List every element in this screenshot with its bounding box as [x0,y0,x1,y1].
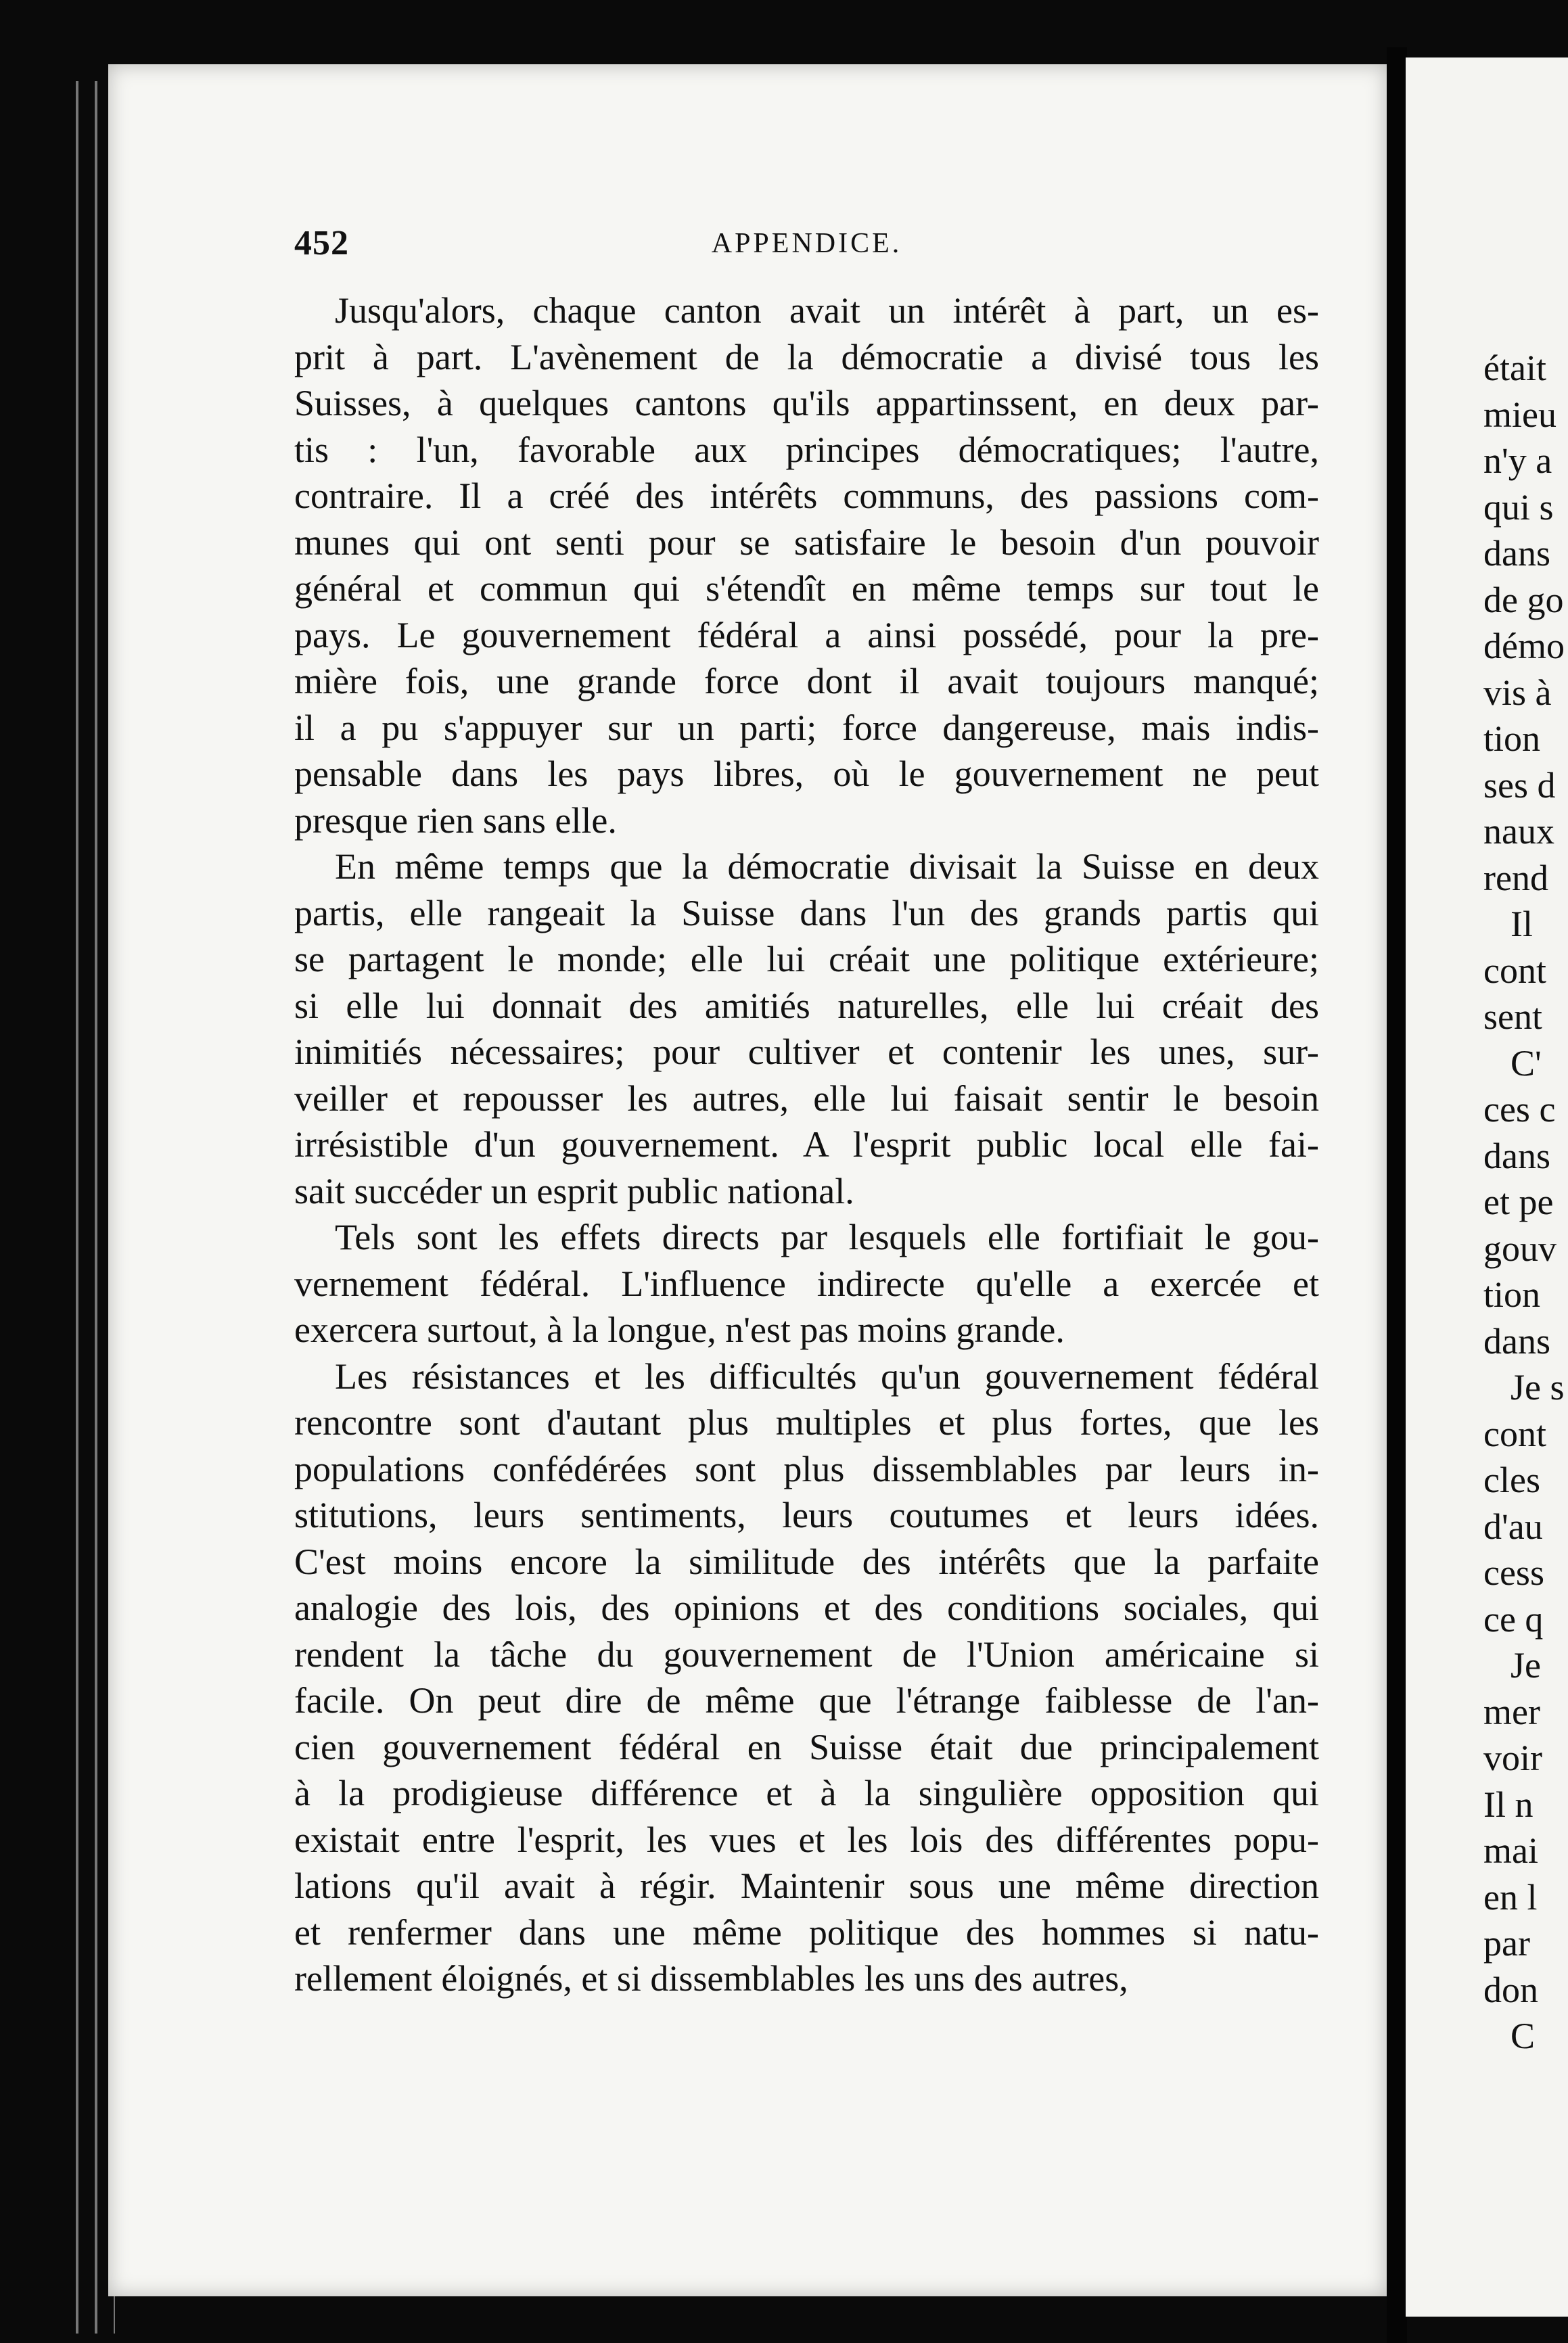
next-page-line-fragment: d'au [1483,1506,1543,1547]
next-page-line-fragment: en l [1483,1876,1538,1918]
text-line: inimitiés nécessaires; pour cultiver et contenir les unes, sur- [294,1031,1319,1072]
paragraph [294,1353,1319,2002]
text-line: et renfermer dans une même politique des hommes si natu- [294,1911,1319,1953]
text-line: facile. On peut dire de même que l'étrange faiblesse de l'an- [294,1680,1319,1721]
text-line: lations qu'il avait à régir. Maintenir sous une même direction [294,1865,1319,1906]
text-line: existait entre l'esprit, les vues et les lois des différentes popu- [294,1819,1319,1860]
next-page-line-fragment: cess [1483,1552,1544,1593]
text-line: populations confédérées sont plus dissemblables par leurs in- [294,1448,1319,1489]
next-page-line-fragment: tion [1483,1274,1541,1315]
text-line: pays. Le gouvernement fédéral a ainsi possédé, pour la pre- [294,614,1319,655]
next-page-line-fragment: cles [1483,1460,1540,1500]
text-line: Les résistances et les difficultés qu'un gouvernement fédéral [335,1355,1319,1397]
text-line: rencontre sont d'autant plus multiples et plus fortes, que les [294,1402,1319,1443]
next-page-line-fragment: mieu [1483,394,1557,435]
paragraph [294,287,1319,843]
next-page-line-fragment: rend [1483,857,1548,898]
next-page-line-fragment: voir [1483,1738,1542,1778]
next-page-line-fragment: qui s [1483,486,1554,528]
next-page-line-fragment: Il n [1483,1784,1534,1825]
right-page [1406,57,1568,2317]
text-line: si elle lui donnait des amitiés naturelles, elle lui créait des [294,985,1319,1026]
next-page-line-fragment: et pe [1483,1182,1554,1222]
next-page-line-fragment: Je s [1511,1367,1565,1408]
next-page-line-fragment: naux [1483,811,1554,852]
text-line: prit à part. L'avènement de la démocratie a divisé tous les [294,336,1319,377]
next-page-line-fragment: cont [1483,1413,1546,1454]
text-line: Jusqu'alors, chaque canton avait un intérêt à part, un es- [335,290,1319,331]
text-line: stitutions, leurs sentiments, leurs coutumes et leurs idées. [294,1495,1319,1535]
paragraph [294,1214,1319,1353]
next-page-line-fragment: mer [1483,1691,1540,1732]
page-gutter [1387,47,1407,2343]
next-page-line-fragment: vis à [1483,672,1552,713]
next-page-line-fragment: gouv [1483,1228,1557,1269]
next-page-line-fragment: dans [1483,1135,1550,1176]
page-number: 452 [294,224,349,262]
body-text [294,287,1319,2002]
next-page-line-fragment: était [1483,348,1546,388]
next-page-line-fragment: don [1483,1969,1538,2010]
text-line: général et commun qui s'étendît en même temps sur tout le [294,568,1319,609]
next-page-line-fragment: ces c [1483,1089,1556,1130]
text-line: veiller et repousser les autres, elle lui faisait sentir le besoin [294,1077,1319,1119]
next-page-line-fragment: dans [1483,533,1550,574]
next-page-line-fragment: ce q [1483,1598,1544,1640]
text-line: Tels sont les effets directs par lesquels elle fortifiait le gou- [335,1217,1319,1257]
text-line: vernement fédéral. L'influence indirecte qu'elle a exercée et [294,1263,1319,1304]
text-line: il a pu s'appuyer sur un parti; force dangereuse, mais indis- [294,707,1319,748]
running-head [294,223,1319,271]
next-page-line-fragment: C' [1511,1042,1542,1084]
next-page-line-fragment: Je [1511,1645,1541,1686]
next-page-line-fragment: cont [1483,950,1546,991]
next-page-line-fragment: C [1511,2016,1536,2056]
next-page-line-fragment: Il [1511,904,1533,944]
text-line: munes qui ont senti pour se satisfaire le besoin d'un pouvoir [294,521,1319,563]
next-page-text [1483,345,1568,2060]
text-line: mière fois, une grande force dont il avait toujours manqué; [294,661,1319,701]
next-page-line-fragment: de go [1483,579,1564,620]
next-page-line-fragment: dans [1483,1320,1550,1362]
text-line: exercera surtout, à la longue, n'est pas moins grande. [294,1309,1065,1350]
running-head-title: APPENDICE. [711,228,902,259]
text-line: Suisses, à quelques cantons qu'ils appartinssent, en deux par- [294,383,1319,423]
next-page-line-fragment: par [1483,1923,1530,1964]
text-line: sait succéder un esprit public national. [294,1170,854,1211]
text-line: rellement éloignés, et si dissemblables les uns des autres, [294,1958,1128,1999]
text-line: contraire. Il a créé des intérêts communs, des passions com- [294,475,1319,516]
next-page-line-fragment: ses d [1483,764,1556,806]
text-line: tis : l'un, favorable aux principes démocratiques; l'autre, [294,429,1319,470]
next-page-line-fragment: sent [1483,996,1542,1037]
next-page-line-fragment: n'y a [1483,440,1552,481]
paragraph [294,843,1319,1214]
next-page-line-fragment: démo [1483,626,1565,666]
text-line: à la prodigieuse différence et à la singulière opposition qui [294,1773,1319,1813]
text-line: partis, elle rangeait la Suisse dans l'un des grands partis qui [294,892,1319,933]
text-line: pensable dans les pays libres, où le gouvernement ne peut [294,753,1319,794]
text-line: se partagent le monde; elle lui créait une politique extérieure; [294,939,1319,979]
text-line: rendent la tâche du gouvernement de l'Union américaine si [294,1633,1319,1675]
text-line: irrésistible d'un gouvernement. A l'esprit public local elle fai- [294,1124,1319,1165]
text-line: En même temps que la démocratie divisait la Suisse en deux [335,846,1319,887]
text-line: cien gouvernement fédéral en Suisse était due principalement [294,1726,1319,1767]
next-page-line-fragment: tion [1483,718,1541,759]
next-page-line-fragment: mai [1483,1830,1538,1871]
text-line: C'est moins encore la similitude des intérêts que la parfaite [294,1541,1319,1582]
text-line: presque rien sans elle. [294,799,617,841]
text-line: analogie des lois, des opinions et des conditions sociales, qui [294,1587,1319,1628]
